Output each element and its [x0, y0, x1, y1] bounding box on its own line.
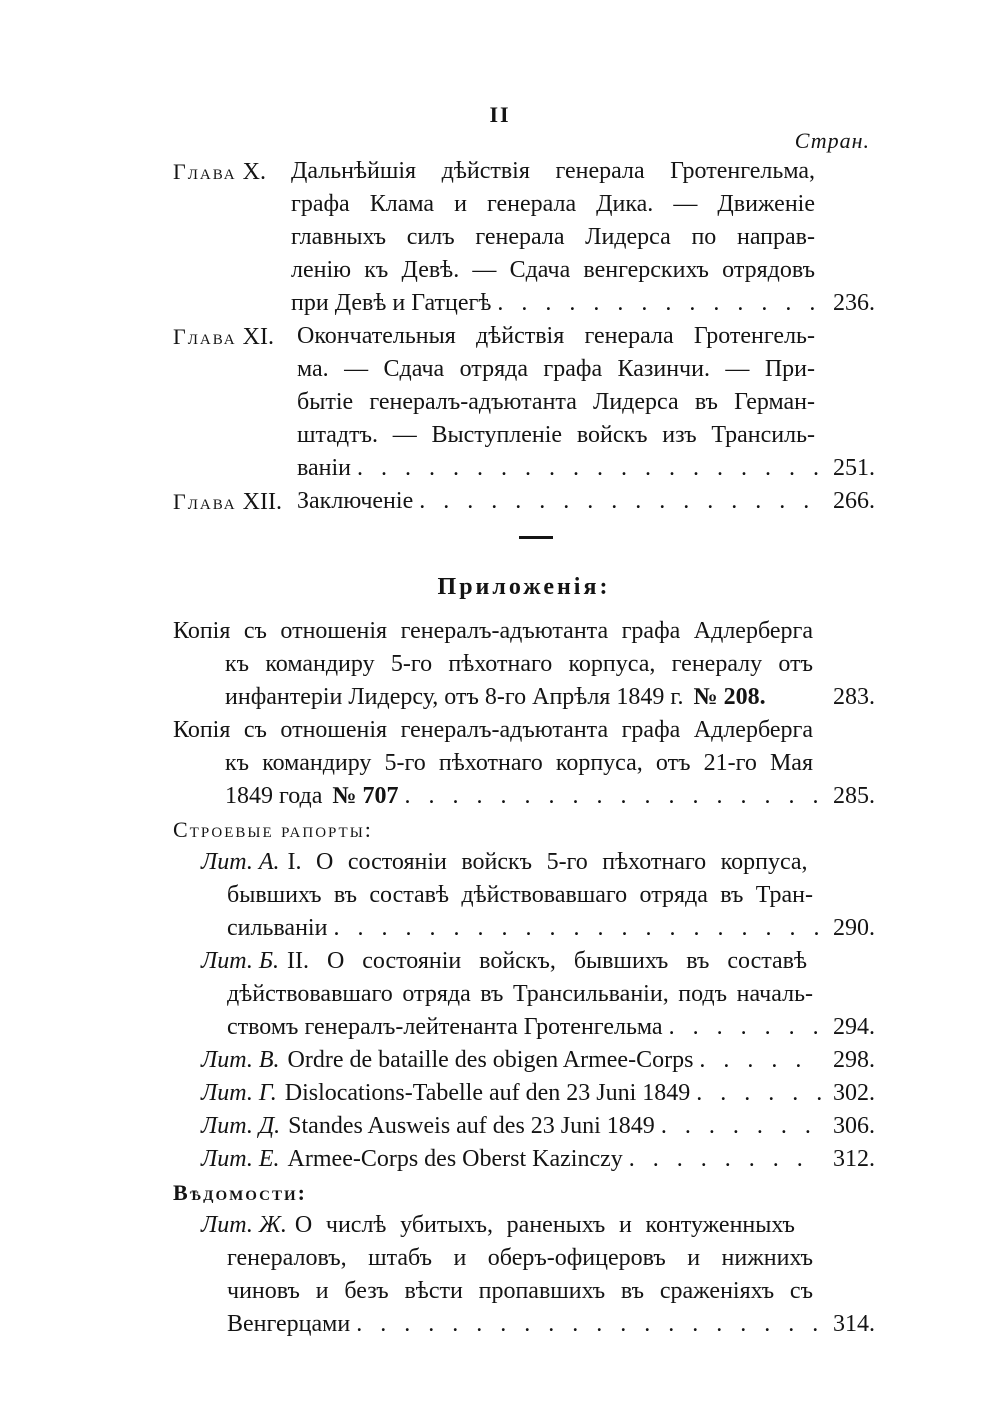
page-number: 266. [833, 488, 875, 514]
report-entry-g [201, 1077, 875, 1110]
toc-entry-chapter-xii [173, 485, 875, 518]
entry-line: Ordre de bataille des obigen Armee-Corps [287, 1047, 694, 1073]
entry-line: главныхъ силъ генерала Лидерса по направ- [291, 224, 815, 250]
page-number: 298. [833, 1047, 875, 1073]
entry-line: Венгерцами [227, 1311, 351, 1337]
chapter-label: Глава [173, 159, 237, 184]
dot-leader [699, 1044, 821, 1077]
dot-leader [629, 1143, 821, 1176]
chapter-number: X. [242, 159, 266, 185]
lit-label: Лит. А. [201, 849, 280, 875]
toc-entry-chapter-x [173, 155, 875, 320]
entry-line: О числѣ убитыхъ, раненыхъ и контуженныхъ [294, 1212, 795, 1238]
appendix-entry-copy-2 [173, 714, 875, 813]
entry-line: бытіе генералъ-адъютанта Лидерса въ Герман- [297, 389, 815, 415]
entry-line: Дальнѣйшія дѣйствія генерала Гротенгельма, [291, 158, 815, 184]
dot-leader [333, 912, 821, 945]
entry-line: Копія съ отношенія генералъ-адъютанта графа Адлерберга [173, 618, 813, 644]
lit-label: Лит. Г. [201, 1080, 277, 1106]
entry-line: бывшихъ въ составѣ дѣйствовавшаго отряда въ Тран- [227, 882, 813, 908]
report-entry-b [173, 945, 875, 1044]
table-of-contents [173, 155, 875, 1341]
entry-line: дѣйствовавшаго отряда въ Трансильваніи, подъ началь- [227, 981, 813, 1007]
page-number: 236. [833, 290, 875, 316]
entry-line: Заключеніе [297, 488, 414, 514]
page-number: 312. [833, 1146, 875, 1172]
reports-heading: Строевые рапорты: [173, 817, 373, 842]
dot-leader [405, 780, 821, 813]
statement-entry-zh [173, 1209, 875, 1341]
entry-line: къ командиру 5-го пѣхотнаго корпуса, отъ 21-го Мая [225, 750, 813, 776]
page-number: 302. [833, 1080, 875, 1106]
dot-leader [661, 1110, 821, 1143]
entry-line: штадтъ. — Выступленіе войскъ изъ Трансиль- [297, 422, 815, 448]
page-number: 290. [833, 915, 875, 941]
entry-line: чиновъ и безъ вѣсти пропавшихъ въ сраженіяхъ съ [227, 1278, 813, 1304]
lit-label: Лит. Е. [201, 1146, 280, 1172]
entry-line: Dislocations-Tabelle auf den 23 Juni 1849 [284, 1080, 691, 1106]
chapter-number: XII. [242, 489, 282, 515]
toc-entry-chapter-xi [173, 320, 875, 485]
page-number: 294. [833, 1014, 875, 1040]
page-column-label: Стран. [794, 128, 870, 153]
report-entry-a [173, 846, 875, 945]
dot-leader [669, 1011, 821, 1044]
page-number: 251. [833, 455, 875, 481]
entry-line: ствомъ генералъ-лейтенанта Гротенгельма [227, 1014, 663, 1040]
dot-leader [696, 1077, 821, 1110]
report-entry-d [201, 1110, 875, 1143]
chapter-label: Глава [173, 489, 237, 514]
dot-leader [357, 452, 821, 485]
entry-line: при Девѣ и Гатцегѣ [291, 290, 492, 316]
page-folio: II [489, 102, 511, 127]
appendix-entry-copy-1 [173, 615, 875, 714]
document-number: № 707 [332, 783, 399, 809]
entry-line: ленію къ Девѣ. — Сдача венгерскихъ отрядовъ [291, 257, 815, 283]
entry-line: Копія съ отношенія генералъ-адъютанта графа Адлерберга [173, 717, 813, 743]
page-number: 306. [833, 1113, 875, 1139]
section-divider [519, 536, 553, 539]
report-entry-e [201, 1143, 875, 1176]
page-number: 314. [833, 1311, 875, 1337]
entry-line: сильваніи [227, 915, 328, 941]
entry-line: I. О состояніи войскъ 5-го пѣхотнаго корпуса, [287, 849, 808, 875]
chapter-label: Глава [173, 324, 237, 349]
dot-leader [356, 1308, 821, 1341]
appendix-title: Приложенія: [437, 574, 611, 600]
report-entry-v [201, 1044, 875, 1077]
lit-label: Лит. В. [201, 1047, 280, 1073]
entry-line: генераловъ, штабъ и оберъ-офицеровъ и нижнихъ [227, 1245, 813, 1271]
entry-line: графа Клама и генерала Дика. — Движеніе [291, 191, 815, 217]
dot-leader [497, 287, 821, 320]
entry-line: инфантеріи Лидерсу, отъ 8-го Апрѣля 1849 г. [225, 684, 684, 710]
entry-line: Armee-Corps des Oberst Kazinczy [287, 1146, 623, 1172]
entry-line: Окончательныя дѣйствія генерала Гротенгель- [297, 323, 815, 349]
statements-heading: Вѣдомости: [173, 1180, 307, 1205]
document-number: № 208. [693, 684, 766, 710]
entry-line: Standes Ausweis auf des 23 Juni 1849 [288, 1113, 655, 1139]
entry-line: II. О состояніи войскъ, бывшихъ въ составѣ [287, 948, 808, 974]
page-number: 283. [833, 684, 875, 710]
lit-label: Лит. Д. [201, 1113, 281, 1139]
page-number: 285. [833, 783, 875, 809]
entry-line: къ командиру 5-го пѣхотнаго корпуса, генералу отъ [225, 651, 813, 677]
lit-label: Лит. Ж. [201, 1212, 287, 1238]
dot-leader [419, 485, 821, 518]
lit-label: Лит. Б. [201, 948, 280, 974]
entry-line: 1849 года [225, 783, 323, 809]
entry-line: ваніи [297, 455, 352, 481]
entry-line: ма. — Сдача отряда графа Казинчи. — При- [297, 356, 815, 382]
chapter-number: XI. [242, 324, 274, 350]
